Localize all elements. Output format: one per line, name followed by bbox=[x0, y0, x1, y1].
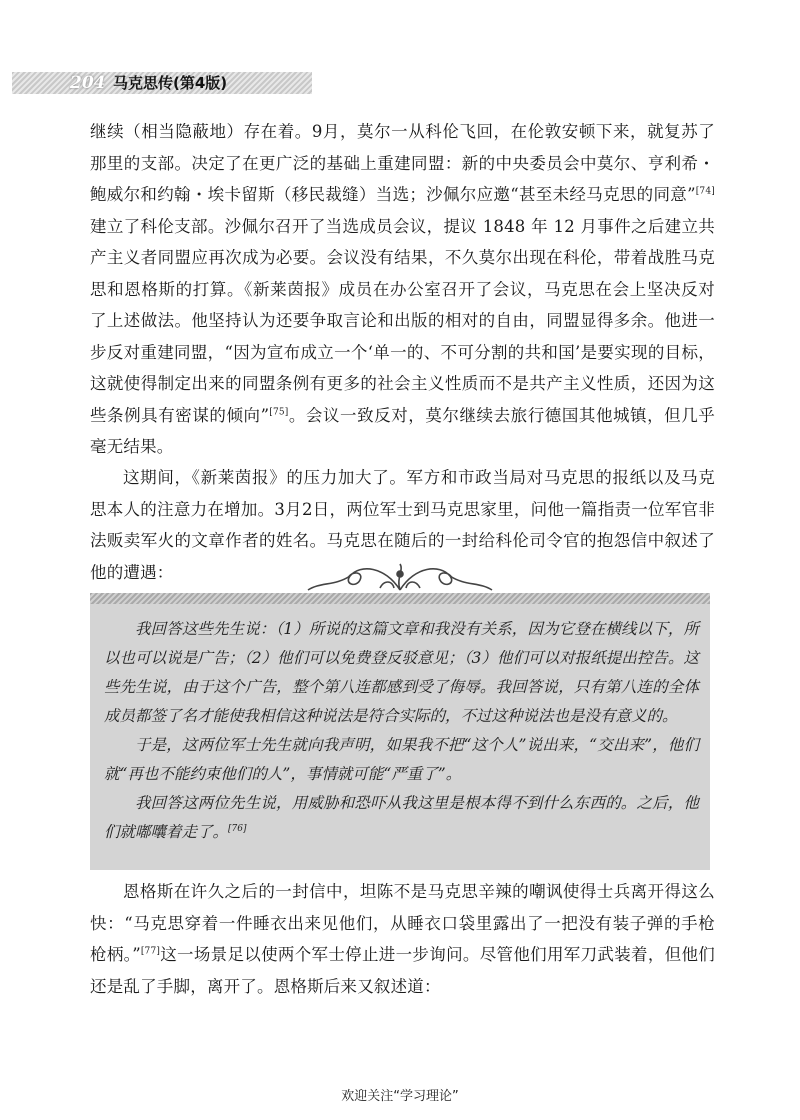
paragraph-3-part-a: 恩格斯在许久之后的一封信中，坦陈不是马克思辛辣的嘲讽使得士兵离开得这么快：“马克思穿着一件睡衣出来见他们，从睡衣口袋里露出了一把没有装子弹的手枪枪柄。” bbox=[90, 882, 715, 964]
paragraph-3-part-b: 这一场景足以使两个军士停止进一步询问。尽管他们用军刀武装着，但他们还是乱了手脚，离开了。恩格斯后来又叙述道： bbox=[90, 945, 715, 996]
quote-paragraph-3 bbox=[104, 789, 699, 847]
paragraph-1-part-c: 。会议一致反对，莫尔继续去旅行德国其他城镇，但几乎毫无结果。 bbox=[90, 405, 715, 456]
paragraph-1 bbox=[90, 116, 715, 463]
quote-paragraph-1: 我回答这些先生说：（1）所说的这篇文章和我没有关系，因为它登在横线以下，所以也可以说是广告；（2）他们可以免费登反驳意见；（3）他们可以对报纸提出控告。这些先生说，由于这个广告，整个第八连都感到受了侮辱。我回答说，只有第八连的全体成员都签了名才能使我相信这种说法是符合实际的，不过这种说法也是没有意义的。 bbox=[104, 620, 699, 725]
ornament-flourish-icon bbox=[300, 560, 500, 596]
footnote-ref-76: [76] bbox=[228, 823, 247, 834]
paragraph-1-part-a: 继续（相当隐蔽地）存在着。9月，莫尔一从科伦飞回，在伦敦安顿下来，就复苏了那里的支部。决定了在更广泛的基础上重建同盟：新的中央委员会中莫尔、亨利希・鲍威尔和约翰・埃卡留斯（移民裁缝）当选；沙佩尔应邀“甚至未经马克思的同意” bbox=[90, 122, 715, 204]
quote-paragraph-2: 于是，这两位军士先生就向我声明，如果我不把“这个人”说出来，“交出来”，他们就“再也不能约束他们的人”，事情就可能“严重了”。 bbox=[104, 736, 699, 783]
paragraph-3 bbox=[90, 876, 715, 1002]
quote-text bbox=[104, 615, 699, 847]
footnote-ref-75: [75] bbox=[269, 407, 289, 417]
paragraph-2: 这期间，《新莱茵报》的压力加大了。军方和市政当局对马克思的报纸以及马克思本人的注意力在增加。3月2日，两位军士到马克思家里，问他一篇指责一位军官非法贩卖军火的文章作者的姓名。马克思在随后的一封给科伦司令官的抱怨信中叙述了他的遭遇： bbox=[90, 468, 715, 582]
book-title: 马克思传(第4版) bbox=[113, 74, 228, 92]
quote-stripe bbox=[90, 593, 710, 604]
page-number: 204 bbox=[70, 73, 106, 93]
footer-text: 欢迎关注“学习理论” bbox=[341, 1089, 459, 1104]
quote-paragraph-3-text: 我回答这两位先生说，用威胁和恐吓从我这里是根本得不到什么东西的。之后，他们就嘟囔着走了。 bbox=[104, 794, 699, 841]
paragraph-1-part-b: 建立了科伦支部。沙佩尔召开了当选成员会议，提议 1848 年 12 月事件之后建立共产主义者同盟应再次成为必要。会议没有结果，不久莫尔出现在科伦，带着战胜马克思和恩格斯的打算。《新莱茵报》成员在办公室召开了会议，马克思在会上坚决反对了上述做法。他坚持认为还要争取言论和出版的相对的自由，同盟显得多余。他进一步反对重建同盟，“因为宣布成立一个‘单一的、不可分割的共和国’是要实现的目标，这就使得制定出来的同盟条例有更多的社会主义性质而不是共产主义性质，还因为这些条例具有密谋的倾向” bbox=[90, 216, 715, 425]
footnote-ref-74: [74] bbox=[695, 186, 715, 197]
footnote-ref-77: [77] bbox=[140, 946, 161, 957]
